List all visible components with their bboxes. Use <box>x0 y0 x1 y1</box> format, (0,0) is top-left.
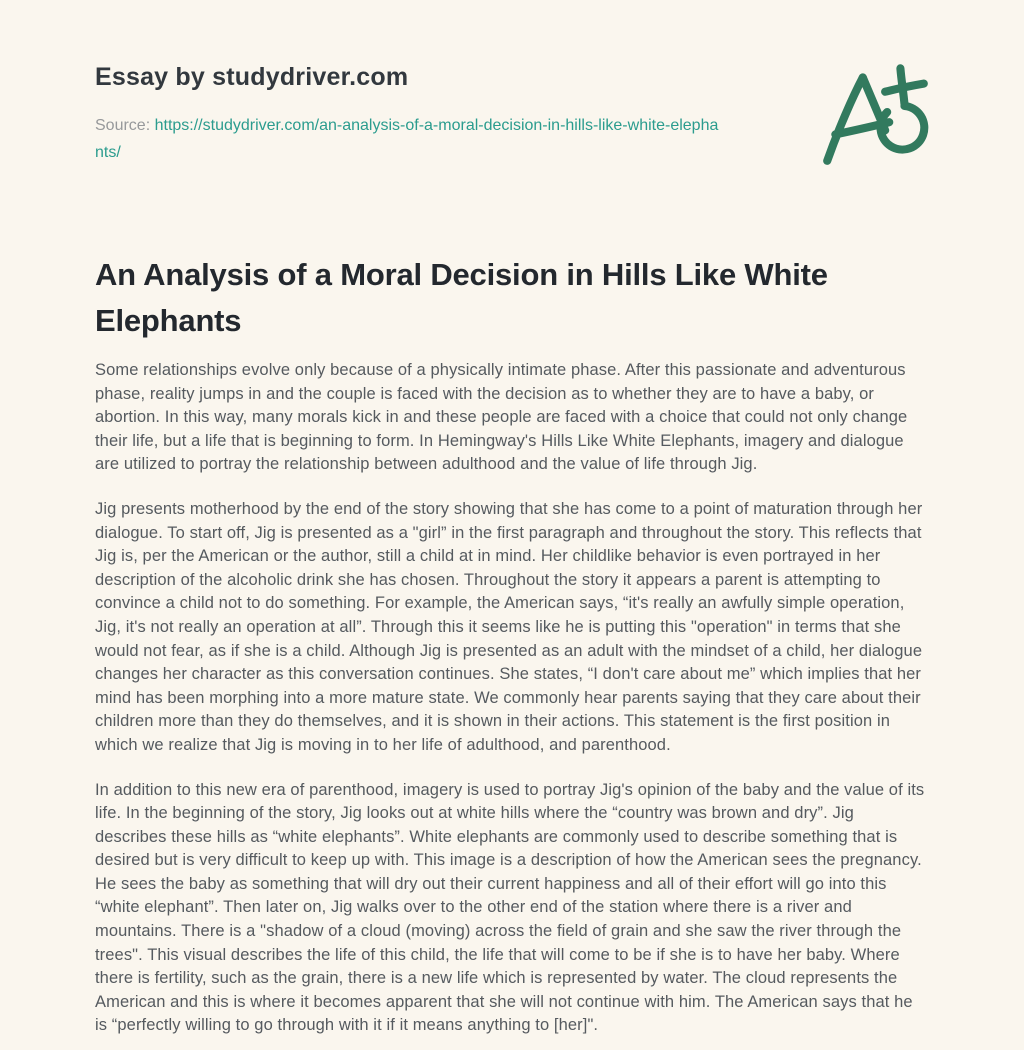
page-header-title: Essay by studydriver.com <box>95 63 409 91</box>
essay-paragraph: Some relationships evolve only because of a physically intimate phase. After this passionate and adventurous phase, reality jumps in and the couple is faced with the decision as to whether they are to have a baby, or abortion. In this way, many morals kick in and these people are faced with a choice that could not only change their life, but a life that is beginning to form. In Hemingway's Hills Like White Elephants, imagery and dialogue are utilized to portray the relationship between adulthood and the value of life through Jig. <box>95 361 908 474</box>
essay-title: An Analysis of a Moral Decision in Hills Like White Elephants <box>95 257 828 338</box>
essay-paragraph: In addition to this new era of parenthood, imagery is used to portray Jig's opinion of the baby and the value of its life. In the beginning of the story, Jig looks out at white hills where the “country was brown and dry”. Jig describes these hills as “white elephants”. White elephants are commonly used to describe something that is desired but is very difficult to keep up with. This image is a description of how the American sees the pregnancy. He sees the baby as something that will dry out their current happiness and all of their effort will go into this “white elephant”. Then later on, Jig walks over to the other end of the station where there is a river and mountains. There is a "shadow of a cloud (moving) across the field of grain and she saw the river through the trees". This visual describes the life of this child, the life that will come to be if she is to have her baby. Where there is fertility, such as the grain, there is a new life which is represented by water. The cloud represents the American and this is where it becomes apparent that she will not continue with him. The American says that he is “perfectly willing to go through with it if it means anything to [her]". <box>95 780 925 1035</box>
source-label: Source: <box>95 117 151 134</box>
source-line <box>95 112 727 166</box>
source-link[interactable]: https://studydriver.com/an-analysis-of-a-moral-decision-in-hills-like-white-elephants/ <box>95 117 719 161</box>
studydriver-a-plus-logo-icon <box>814 52 938 166</box>
essay-paragraph: Jig presents motherhood by the end of the story showing that she has come to a point of maturation through her dialogue. To start off, Jig is presented as a "girl” in the first paragraph and throughout the story. This reflects that Jig is, per the American or the author, still a child at in mind. Her childlike behavior is even portrayed in her description of the alcoholic drink she has chosen. Throughout the story it appears a parent is attempting to convince a child not to do something. For example, the American says, “it's really an awfully simple operation, Jig, it's not really an operation at all”. Through this it seems like he is putting this "operation" in terms that she would not fear, as if she is a child. Although Jig is presented as an adult with the mindset of a child, her dialogue changes her character as this conversation continues. She states, “I don't care about me” which implies that her mind has been morphing into a more mature state. We commonly hear parents saying that they care about their children more than they do themselves, and it is shown in their actions. This statement is the first position in which we realize that Jig is moving in to her life of adulthood, and parenthood. <box>95 499 923 754</box>
